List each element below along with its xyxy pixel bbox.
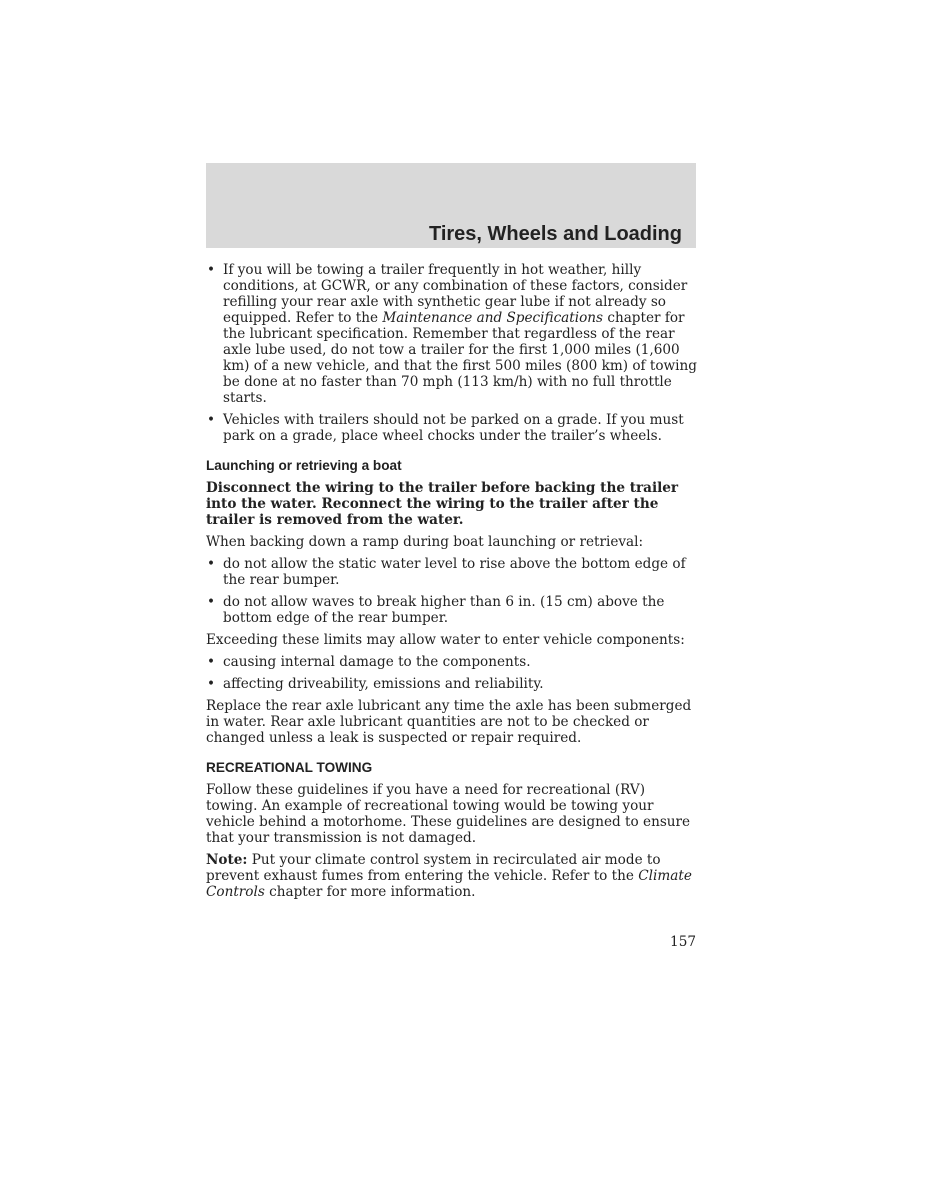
page-number: 157 <box>670 934 696 950</box>
chapter-reference: Climate Controls <box>206 868 692 900</box>
paragraph: When backing down a ramp during boat launching or retrieval: <box>206 534 644 550</box>
note-paragraph: Note: Put your climate control system in recirculated air mode to prevent exhaust fumes from entering the vehicle. Refer to the Climate Controls chapter for more information. <box>206 852 692 900</box>
list-item: • do not allow waves to break higher than 6 in. (15 cm) above the bottom edge of the rear bumper. <box>206 594 698 626</box>
list-item: • causing internal damage to the components. <box>206 654 698 670</box>
note-label: Note: <box>206 852 248 868</box>
chapter-title: Tires, Wheels and Loading <box>428 223 682 245</box>
list-item: • do not allow the static water level to rise above the bottom edge of the rear bumper. <box>206 556 698 588</box>
page-content <box>206 262 698 906</box>
section-heading-rv: RECREATIONAL TOWING <box>206 760 373 775</box>
list-item: • Vehicles with trailers should not be parked on a grade. If you must park on a grade, place wheel chocks under the trailer’s wheels. <box>206 412 698 444</box>
list-item: • If you will be towing a trailer frequently in hot weather, hilly conditions, at GCWR, or any combination of these factors, consider refilling your rear axle with synthetic gear lube if not already so equipped. Refer to the Maintenance and Specifications chapter for the lubricant specification. Remember that regardless of the rear axle lube used, do not tow a trailer for the first 1,000 miles (1,600 km) of a new vehicle, and that the first 500 miles (800 km) of towing be done at no faster than 70 mph (113 km/h) with no full throttle starts. <box>206 262 698 406</box>
chapter-header-band <box>206 163 696 248</box>
warning-text: Disconnect the wiring to the trailer before backing the trailer into the water. Reconnect the wiring to the trailer after the trailer is removed from the water. <box>206 480 679 528</box>
bullet-list-exceed <box>206 654 698 692</box>
paragraph: Exceeding these limits may allow water to enter vehicle components: <box>206 632 685 648</box>
bullet-list-top <box>206 262 698 444</box>
chapter-reference: Maintenance and Specifications <box>382 310 604 326</box>
list-item: • affecting driveability, emissions and reliability. <box>206 676 698 692</box>
section-heading-boat: Launching or retrieving a boat <box>206 458 402 473</box>
bullet-list-boat <box>206 556 698 626</box>
paragraph: Follow these guidelines if you have a need for recreational (RV) towing. An example of recreational towing would be towing your vehicle behind a motorhome. These guidelines are designed to ensure that your transmission is not damaged. <box>206 782 691 846</box>
paragraph: Replace the rear axle lubricant any time the axle has been submerged in water. Rear axle lubricant quantities are not to be checked or changed unless a leak is suspected or repair required. <box>206 698 692 746</box>
